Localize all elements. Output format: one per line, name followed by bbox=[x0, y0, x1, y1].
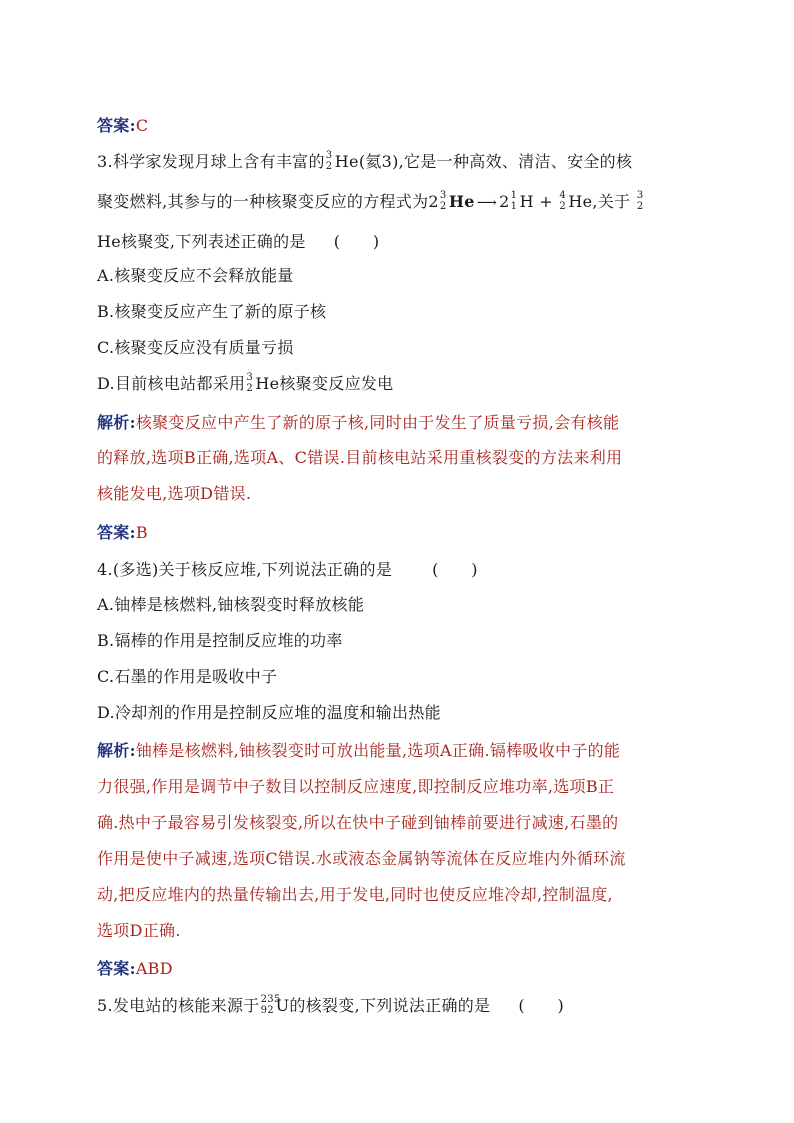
q3-option-a[interactable] bbox=[97, 266, 294, 286]
atomic-number: 2 bbox=[325, 161, 333, 172]
fraction-three-halves bbox=[636, 192, 646, 212]
he-symbol: He bbox=[334, 152, 359, 171]
analysis-label: 解析: bbox=[97, 413, 136, 432]
q3-analysis-line-2: 的释放,选项B正确,选项A、C错误.目前核电站采用重核裂变的方法来利用 bbox=[97, 448, 623, 467]
answer-blank[interactable]: ( ) bbox=[518, 996, 565, 1015]
reaction-arrow-icon: ⟶ bbox=[476, 195, 498, 211]
q4-analysis-line-3: 确.热中子最容易引发核裂变,所以在快中子碰到铀棒前要进行减速,石墨的 bbox=[97, 813, 619, 832]
q3-analysis-line-1 bbox=[97, 413, 619, 433]
q5-stem bbox=[97, 996, 564, 1016]
q4-analysis-line-5: 动,把反应堆内的热量传输出去,用于发电,同时也使反应堆冷却,控制温度, bbox=[97, 885, 613, 904]
mass-number: 1 bbox=[510, 190, 518, 201]
analysis-text: 核聚变反应中产生了新的原子核,同时由于发生了质量亏损,会有核能 bbox=[135, 413, 620, 432]
q4-analysis-line-4: 作用是使中子减速,选项C错误.水或液态金属钠等流体在反应堆内外循环流 bbox=[97, 849, 626, 868]
answer-2-line bbox=[97, 116, 148, 136]
answer-value: C bbox=[135, 116, 149, 135]
option-text: D.目前核电站都采用 bbox=[97, 374, 246, 393]
q3-text: 3.科学家发现月球上含有丰富的 bbox=[97, 152, 325, 171]
q3-answer-line bbox=[97, 523, 148, 543]
answer-blank[interactable]: ( ) bbox=[333, 232, 380, 251]
answer-label: 答案: bbox=[97, 523, 136, 542]
atomic-number: 2 bbox=[439, 201, 447, 212]
q5-text: 的核裂变,下列说法正确的是 bbox=[289, 996, 491, 1015]
q4-option-d[interactable]: D.冷却剂的作用是控制反应堆的温度和输出热能 bbox=[97, 703, 441, 722]
option-text: A.核聚变反应不会释放能量 bbox=[97, 266, 294, 285]
q3-option-c[interactable] bbox=[97, 338, 294, 358]
he3-nuclide bbox=[439, 192, 449, 212]
atomic-number: 2 bbox=[559, 201, 567, 212]
plus-sign: + bbox=[539, 192, 554, 211]
q3-text: He核聚变,下列表述正确的是 bbox=[97, 232, 306, 251]
q3-text: 聚变燃料,其参与的一种核聚变反应的方程式为2 bbox=[97, 192, 439, 211]
h-symbol: H bbox=[519, 192, 534, 211]
fraction-denominator: 2 bbox=[636, 201, 644, 212]
option-text: C.核聚变反应没有质量亏损 bbox=[97, 338, 294, 357]
q3-text: (氦3),它是一种高效、清洁、安全的核 bbox=[358, 152, 633, 171]
option-text: He核聚变反应发电 bbox=[255, 374, 394, 393]
q4-text: 4.(多选)关于核反应堆,下列说法正确的是 bbox=[97, 560, 393, 579]
q4-answer-line bbox=[97, 959, 173, 979]
answer-value: B bbox=[135, 523, 148, 542]
q3-option-b[interactable] bbox=[97, 302, 326, 322]
fraction-numerator: 3 bbox=[636, 190, 644, 201]
mass-number: 3 bbox=[246, 372, 254, 383]
q3-stem-line-3 bbox=[97, 232, 379, 252]
he3-nuclide bbox=[325, 152, 335, 172]
q4-option-b[interactable]: B.镉棒的作用是控制反应堆的功率 bbox=[97, 631, 343, 650]
q3-analysis-line-3: 核能发电,选项D错误. bbox=[97, 484, 252, 503]
answer-label: 答案: bbox=[97, 959, 136, 978]
u235-nuclide bbox=[260, 994, 281, 1016]
coefficient: 2 bbox=[499, 192, 510, 211]
option-text: B.核聚变反应产生了新的原子核 bbox=[97, 302, 327, 321]
q3-stem-line-2 bbox=[97, 192, 646, 213]
q3-stem-line-1 bbox=[97, 152, 632, 172]
atomic-number: 1 bbox=[510, 201, 518, 212]
mass-number: 3 bbox=[325, 150, 333, 161]
q4-stem bbox=[97, 560, 478, 580]
he4-nuclide bbox=[558, 192, 568, 212]
analysis-label: 解析: bbox=[97, 741, 136, 760]
u-symbol: U bbox=[275, 996, 290, 1015]
q3-text: He,关于 bbox=[568, 192, 631, 211]
q4-analysis-line-2: 力很强,作用是调节中子数目以控制反应速度,即控制反应堆功率,选项B正 bbox=[97, 777, 615, 796]
mass-number: 235 bbox=[260, 994, 281, 1005]
q3-option-d[interactable] bbox=[97, 374, 393, 394]
answer-blank[interactable]: ( ) bbox=[432, 560, 478, 579]
analysis-text: 铀棒是核燃料,铀核裂变时可放出能量,选项A正确.镉棒吸收中子的能 bbox=[135, 741, 621, 760]
mass-number: 4 bbox=[559, 190, 567, 201]
q4-option-a[interactable]: A.铀棒是核燃料,铀核裂变时释放核能 bbox=[97, 595, 365, 614]
q4-option-c[interactable]: C.石墨的作用是吸收中子 bbox=[97, 667, 278, 686]
q5-text: 5.发电站的核能来源于 bbox=[97, 996, 260, 1015]
answer-value: ABD bbox=[135, 959, 173, 978]
h-nuclide bbox=[510, 192, 520, 212]
atomic-number: 2 bbox=[246, 383, 254, 394]
atomic-number: 92 bbox=[260, 1005, 274, 1016]
q4-analysis-line-1 bbox=[97, 741, 620, 761]
answer-label: 答案: bbox=[97, 116, 136, 135]
he3-nuclide bbox=[245, 374, 255, 394]
mass-number: 3 bbox=[439, 190, 447, 201]
he-symbol: He bbox=[448, 192, 475, 211]
q4-analysis-line-6: 选项D正确. bbox=[97, 921, 181, 940]
